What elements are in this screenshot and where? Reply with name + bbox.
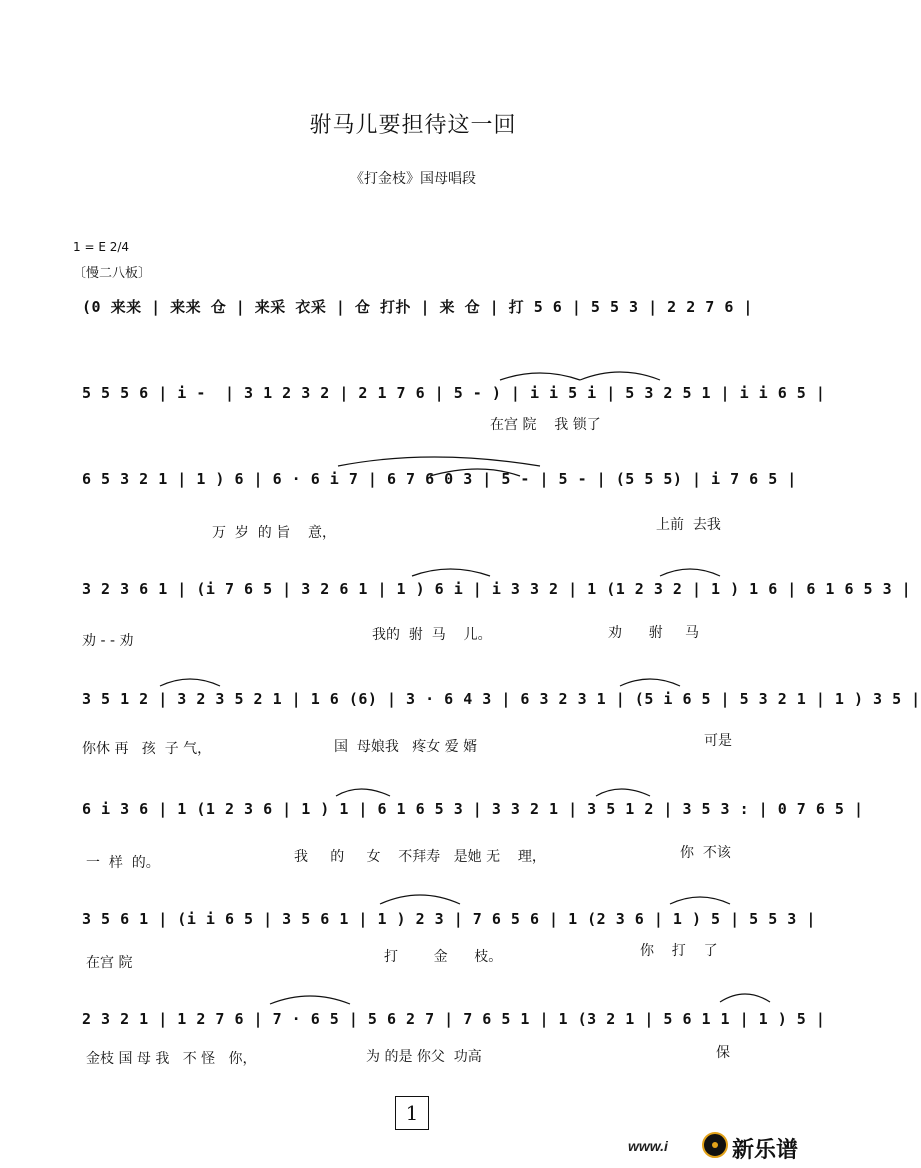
lyric-line: 劝 - - 劝 [82,633,134,649]
lyric-line: 保 [716,1045,730,1061]
watermark [628,1130,824,1162]
lyric-line: 在宫 院 我 锁了 [490,417,601,433]
lyric-line: 金枝 国 母 我 不 怪 你， [86,1051,257,1067]
vinyl-record-icon [702,1132,728,1158]
slur-mark [670,897,730,904]
slur-mark [336,789,390,796]
notation-row: 6 i 3 6 | 1 (1 2 3 6 | 1 ) 1 | 6 1 6 5 3 | 3 3 2 1 | 3 5 1 2 | 3 5 3 : | 0 7 6 5 | [82,800,864,818]
lyric-line: 我的 驸 马 儿。 [372,627,492,643]
slur-mark [596,789,650,796]
notation-row: 3 2 3 6 1 | (i 7 6 5 | 3 2 6 1 | 1 ) 6 i | i 3 3 2 | 1 (1 2 3 2 | 1 ) 1 6 | 6 1 6 5 3 | [82,580,912,598]
key-signature: 1 = E 2/4 [73,240,130,254]
score-title: 驸马儿要担待这一回 [309,113,517,138]
slur-mark [500,373,580,380]
notation-row: 5 5 5 6 | i - | 3 1 2 3 2 | 2 1 7 6 | 5 - ) | i i 5 i | 5 3 2 5 1 | i i 6 5 | [82,384,826,402]
slur-mark [720,994,770,1002]
slur-mark [270,996,350,1004]
lyric-line: 万 岁 的 旨 意， [212,525,337,541]
lyric-line: 为 的是 你父 功高 [366,1049,482,1065]
slur-mark [160,679,220,686]
notation-row: 2 3 2 1 | 1 2 7 6 | 7 · 6 5 | 5 6 2 7 | 7 6 5 1 | 1 (3 2 1 | 5 6 1 1 | 1 ) 5 | [82,1010,826,1028]
page-number: 1 [395,1096,429,1130]
lyric-line: 打 金 枝。 [384,949,503,965]
lyric-line: 我 的 女 不拜寿 是她 无 理， [294,849,546,865]
lyric-line: 上前 去我 [656,517,721,533]
notation-row: 3 5 6 1 | (i i 6 5 | 3 5 6 1 | 1 ) 2 3 | 7 6 5 6 | 1 (2 3 6 | 1 ) 5 | 5 5 3 | [82,910,816,928]
slur-mark [380,895,460,904]
slur-mark [412,569,490,576]
lyric-line: 你休 再 孩 子 气， [82,741,212,757]
tempo-marking: 〔慢二八板〕 [73,266,152,281]
notation-row: (0 来来 | 来来 仓 | 来采 衣采 | 仓 打扑 | 来 仓 | 打 5 6 | 5 5 3 | 2 2 7 6 | [82,298,753,316]
watermark-brand: 新乐谱 [732,1138,799,1163]
lyric-line: 劝 驸 马 [608,625,699,641]
score-subtitle: 《打金枝》国母唱段 [350,171,476,187]
lyric-line: 国 母娘我 疼女 爱 婿 [334,739,478,755]
lyric-line: 你 不该 [680,845,731,861]
lyric-line: 你 打 了 [640,943,718,959]
slur-mark [660,569,720,576]
lyric-line: 可是 [704,733,732,749]
watermark-url: www.i [628,1138,668,1154]
slur-mark [620,679,680,686]
slur-mark [338,457,540,466]
notation-row: 3 5 1 2 | 3 2 3 5 2 1 | 1 6 (6) | 3 · 6 4 3 | 6 3 2 3 1 | (5 i 6 5 | 5 3 2 1 | 1 ) 3 5 | [82,690,921,708]
notation-row: 6 5 3 2 1 | 1 ) 6 | 6 · 6 i 7 | 6 7 6 0 3 | 5 - | 5 - | (5 5 5) | i 7 6 5 | [82,470,797,488]
lyric-line: 在宫 院 [86,955,133,971]
lyric-line: 一 样 的。 [86,855,160,871]
slur-mark [580,372,660,380]
